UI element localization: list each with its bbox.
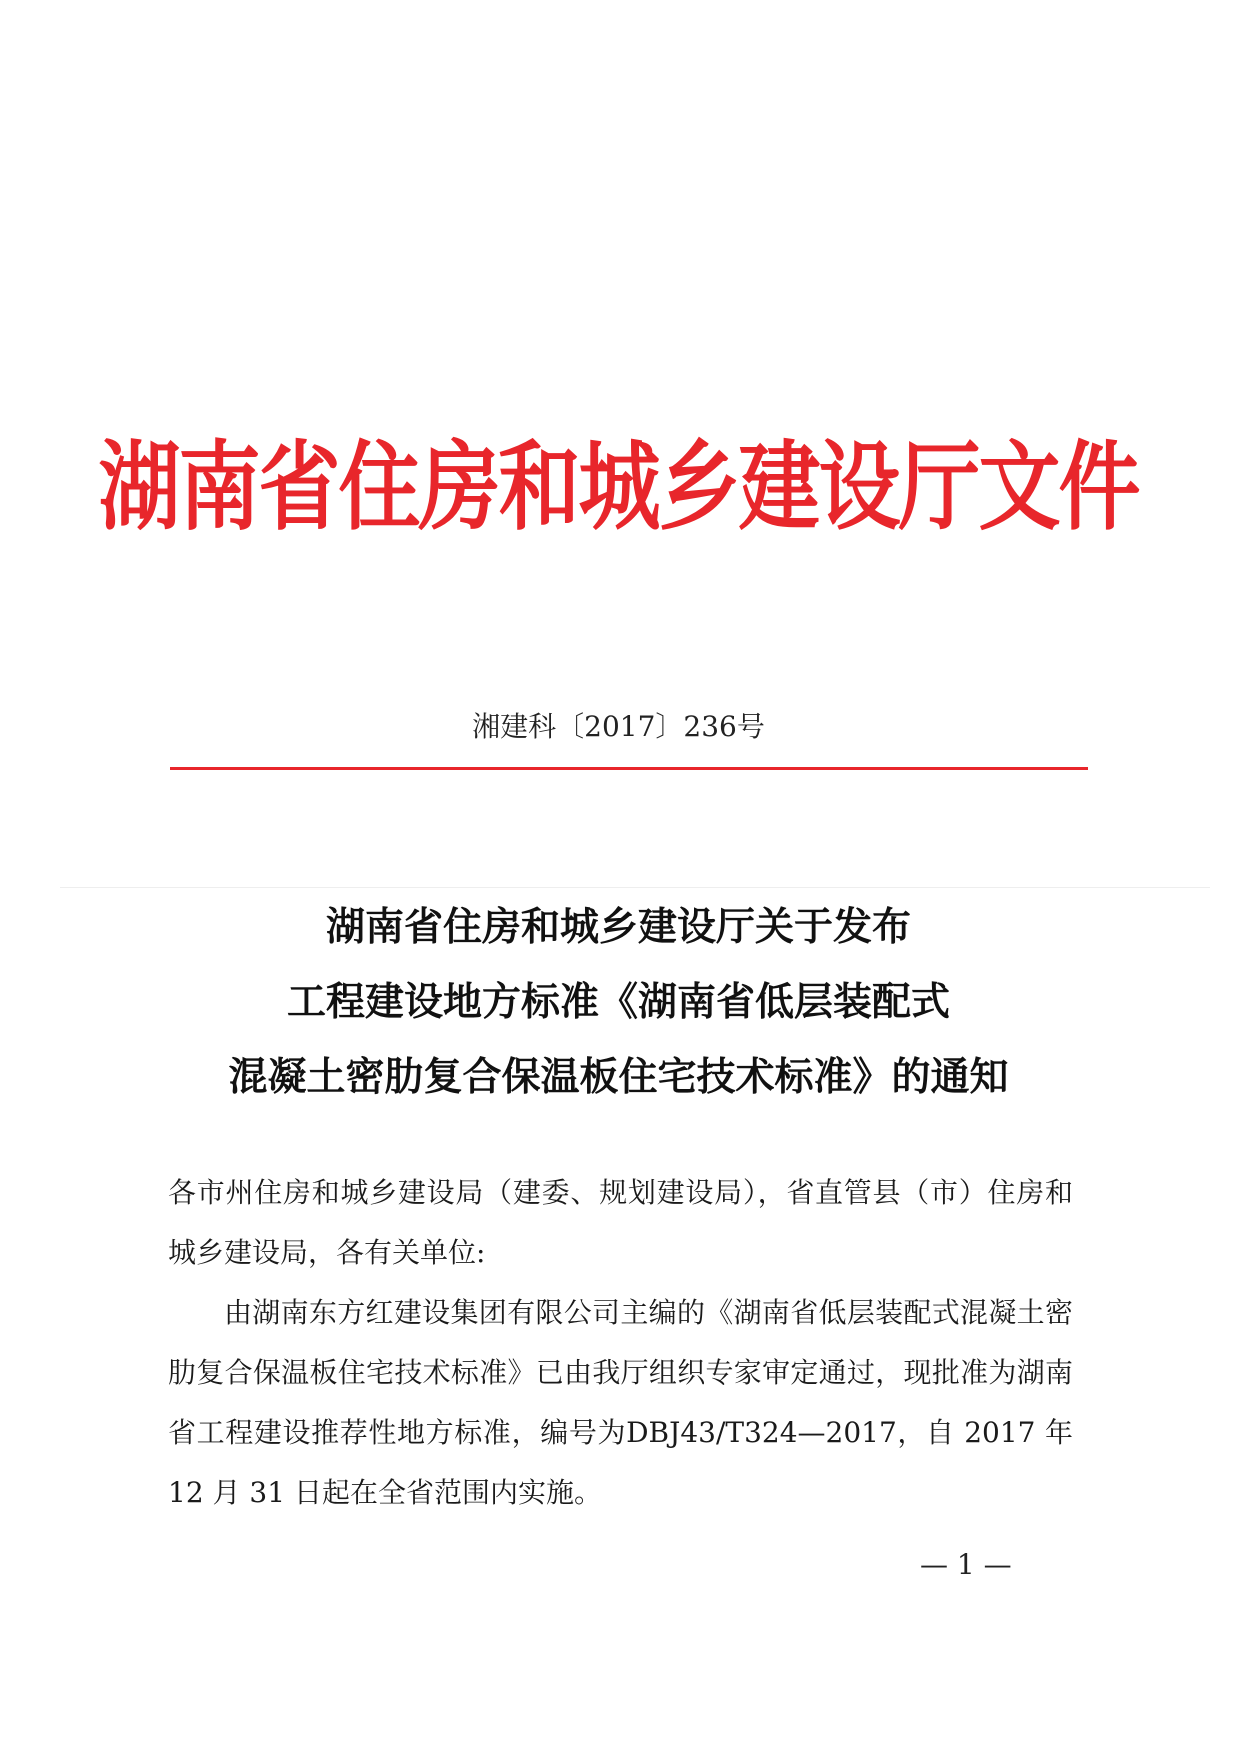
notice-title-line-3: 混凝土密肋复合保温板住宅技术标准》的通知 (228, 1054, 1009, 1100)
body-paragraph-1: 由湖南东方红建设集团有限公司主编的《湖南省低层装配式混凝土密肋复合保温板住宅技术标准》已由我厅组织专家审定通过，现批准为湖南省工程建设推荐性地方标准，编号为DBJ43/T324—2017，自 2017 年 12 月 31 日起在全省范围内实施。 (168, 1296, 1073, 1509)
notice-title-line-1: 湖南省住房和城乡建设厅关于发布 (325, 904, 911, 950)
notice-title-line-2: 工程建设地方标准《湖南省低层装配式 (286, 979, 950, 1025)
addressee-paragraph: 各市州住房和城乡建设局（建委、规划建设局），省直管县（市）住房和城乡建设局，各有关单位: (168, 1176, 1073, 1269)
page-number: — 1 — (920, 1548, 1012, 1581)
masthead-title: 湖南省住房和城乡建设厅文件 (98, 432, 1139, 545)
notice-body (168, 1163, 1073, 1523)
document-number: 湘建科〔2017〕236号 (472, 710, 765, 743)
scan-artifact-line (60, 887, 1210, 888)
red-separator-line (170, 767, 1088, 770)
notice-title (0, 890, 1237, 1115)
